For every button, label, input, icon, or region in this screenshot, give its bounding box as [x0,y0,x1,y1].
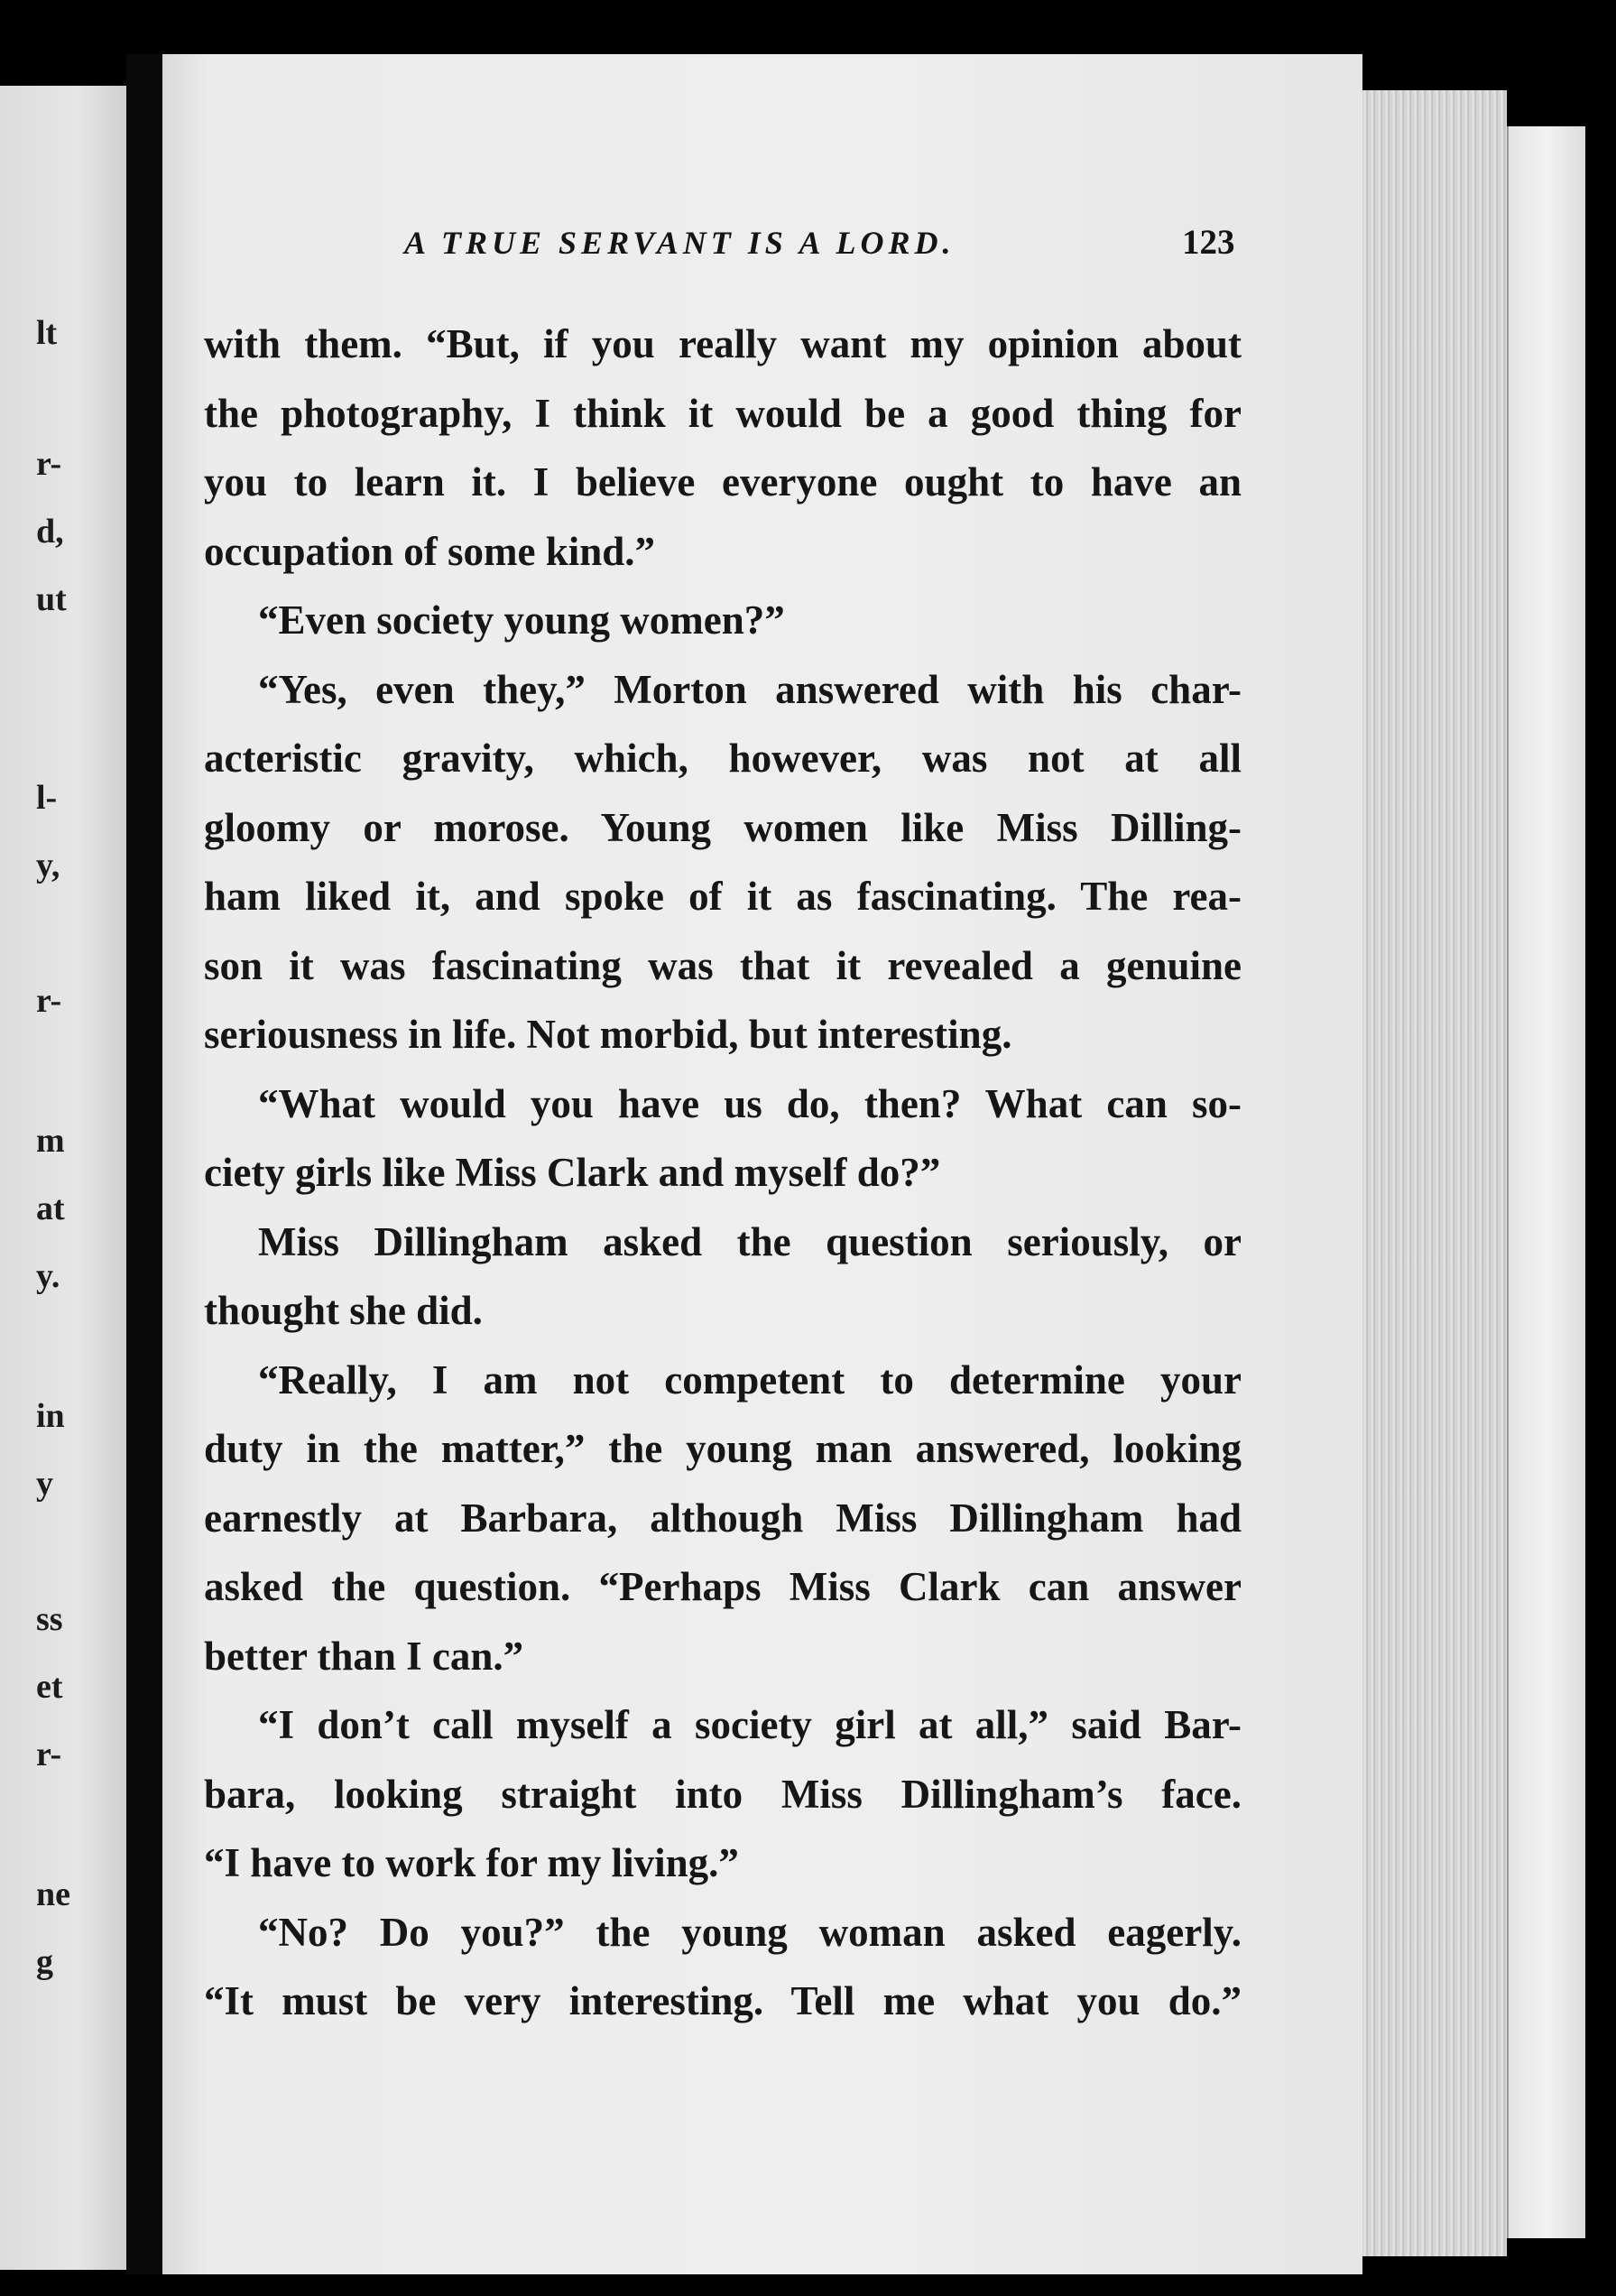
left-page-fragment: g [36,1943,53,1981]
text-line: ciety girls like Miss Clark and myself do?” [204,1150,941,1195]
page-header [162,224,1362,278]
left-page-fragment: y [36,1465,53,1503]
left-page-fragment: y, [36,847,60,884]
text-line: “Really, I am not competent to determine your [258,1356,1242,1403]
text-line: asked the question. “Perhaps Miss Clark can answer [204,1564,1242,1609]
page-edges [1362,90,1507,2256]
book-gutter [126,54,162,2274]
text-line: duty in the matter,” the young man answered, looking [204,1426,1242,1471]
left-page-fragment: d, [36,513,64,551]
text-line: with them. “But, if you really want my opinion about [204,321,1242,366]
text-line: ham liked it, and spoke of it as fascinating. The rea- [204,874,1242,919]
text-line: seriousness in life. Not morbid, but interesting. [204,1012,1012,1057]
left-page-fragment: ut [36,580,67,618]
left-page-fragment: ne [36,1875,70,1913]
left-page-fragment: r- [36,445,62,483]
text-line: acteristic gravity, which, however, was not at all [204,736,1242,781]
left-page-fragment: lt [36,314,58,352]
text-line: Miss Dillingham asked the question seriously, or [258,1218,1242,1264]
left-page-fragment: y. [36,1257,60,1295]
left-page-fragment: r- [36,982,62,1020]
text-line: “What would you have us do, then? What can so- [258,1080,1242,1126]
text-line: “Even society young women?” [258,597,785,643]
left-page-fragment: m [36,1122,65,1160]
text-line: son it was fascinating was that it revealed a genuine [204,942,1242,988]
page-body [204,310,1242,2036]
text-line: “Yes, even they,” Morton answered with his char- [258,666,1242,712]
text-line: “I don’t call myself a society girl at all,” said Bar- [258,1702,1242,1747]
left-page-fragment: at [36,1190,65,1227]
left-page-fragment: l- [36,779,58,817]
text-line: bara, looking straight into Miss Dillingham’s face. [204,1771,1242,1817]
text-line: gloomy or morose. Young women like Miss Dilling- [204,804,1242,850]
running-head: A TRUE SERVANT IS A LORD. [404,225,956,261]
text-line: the photography, I think it would be a good thing for [204,390,1242,436]
left-facing-page [0,86,126,2270]
text-line: you to learn it. I believe everyone ought to have an [204,459,1242,505]
text-line: “No? Do you?” the young woman asked eagerly. [258,1909,1242,1955]
page-number: 123 [1182,223,1235,262]
text-line: occupation of some kind.” [204,528,656,574]
left-page-fragment: r- [36,1736,62,1773]
text-line: thought she did. [204,1288,483,1333]
back-cover-edge [1507,126,1585,2238]
left-page-fragment: et [36,1668,63,1706]
text-line: “I have to work for my living.” [204,1840,739,1885]
text-line: earnestly at Barbara, although Miss Dillingham had [204,1495,1242,1541]
text-line: better than I can.” [204,1633,524,1679]
text-line: “It must be very interesting. Tell me what you do.” [204,1978,1242,2023]
left-page-fragment: ss [36,1600,63,1638]
left-page-fragment: in [36,1397,65,1435]
